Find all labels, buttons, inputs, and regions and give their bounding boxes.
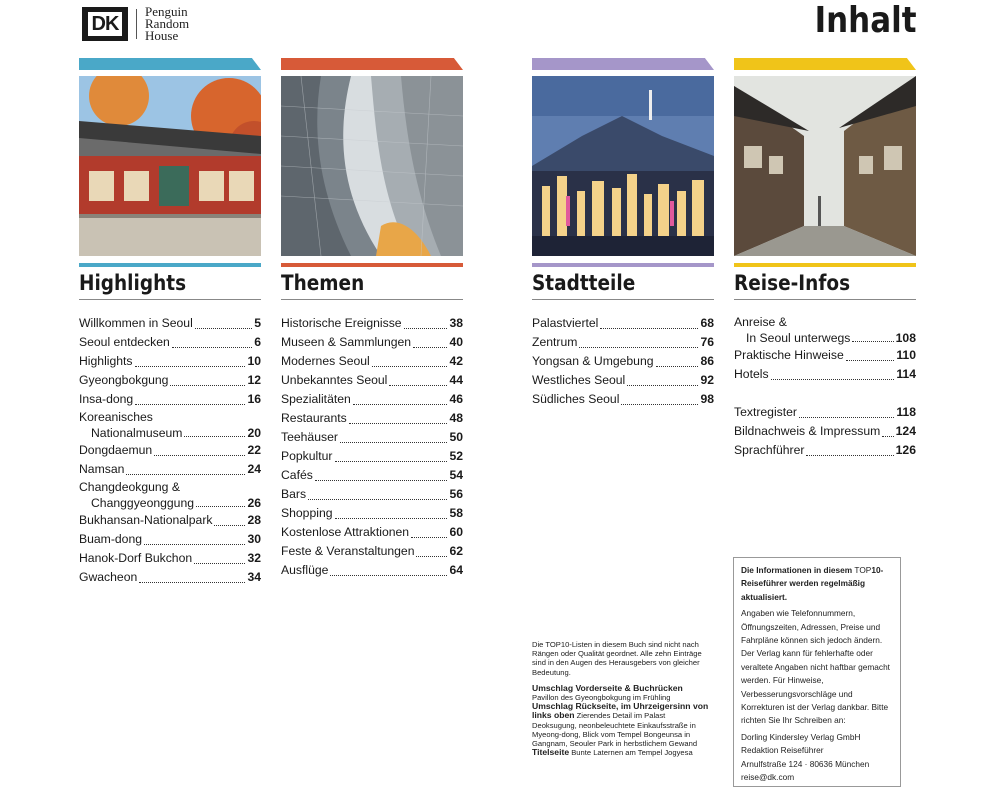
toc-page-number: 56: [449, 487, 463, 501]
toc-entry[interactable]: [532, 352, 714, 371]
toc-entry[interactable]: [79, 549, 261, 568]
leader-dots: [154, 455, 245, 456]
toc-entry-title: Museen & Sammlungen: [281, 335, 412, 349]
leader-dots: [135, 404, 245, 405]
section-heading: Themen: [281, 271, 365, 295]
toc-page-number: 50: [449, 430, 463, 444]
toc-entry[interactable]: [281, 561, 463, 580]
toc-entry[interactable]: [281, 333, 463, 352]
toc-entry-title: Highlights: [79, 354, 133, 368]
leader-dots: [353, 404, 448, 405]
heading-rule: [281, 299, 463, 300]
architecture-photo: [281, 76, 463, 256]
leader-dots: [882, 436, 893, 437]
leader-dots: [771, 379, 895, 380]
toc-page-number: 76: [700, 335, 714, 349]
toc-page-number: 10: [247, 354, 261, 368]
toc-page-number: 52: [449, 449, 463, 463]
toc-entry[interactable]: [281, 542, 463, 561]
publisher-logo: [82, 6, 189, 42]
toc-entry[interactable]: [281, 523, 463, 542]
toc-page-number: 118: [896, 405, 916, 419]
cover-credits: Umschlag Vorderseite & Buchrücken Pavillon des Gyeongbokgung im Frühling Umschlag Rückseite, im Uhrzeigersinn von links oben Zierendes Detail im Palast Deoksugung, neonbeleuchtete Einkaufsstraße in Myeong-dong, Blick vom Tempel Bongeunsa in Gangnam, Seouler Park in herbstlichem Gewand Titelseite Bunte Laternen am Tempel Jogyesa: [532, 682, 709, 758]
color-tab: [532, 58, 714, 70]
info-body: Angaben wie Telefonnummern, Öffnungszeiten, Adressen, Preise und Fahrpläne können sich jedoch ändern. Der Verlag kann für fehlerhafte oder veraltete Angaben nicht haftbar gemacht werden. Für Hinweise, Verbesserungsvorschläge und Korrekturen ist der Verlag dankbar. Bitte richten Sie Ihr Schreiben an:: [741, 608, 890, 726]
toc-entry-title: Restaurants: [281, 411, 347, 425]
leader-dots: [126, 474, 245, 475]
toc-entry-title: Anreise &: [734, 315, 787, 329]
toc-entry-title: Westliches Seoul: [532, 373, 626, 387]
toc-page-number: 30: [247, 532, 261, 546]
toc-page-number: 6: [254, 335, 261, 349]
leader-dots: [139, 582, 245, 583]
leader-dots: [135, 366, 246, 367]
leader-dots: [627, 385, 698, 386]
toc-entry-title-cont: Changgyeonggung: [91, 496, 195, 510]
toc-page-number: 20: [247, 426, 261, 440]
toc-page-number: 16: [247, 392, 261, 406]
toc-page-number: 26: [247, 496, 261, 510]
skyline-photo: [532, 76, 714, 256]
leader-dots: [330, 575, 447, 576]
leader-dots: [416, 556, 447, 557]
leader-dots: [404, 328, 448, 329]
toc-entry[interactable]: [79, 460, 261, 479]
toc-entry[interactable]: [281, 485, 463, 504]
publisher-name: Penguin Random House: [145, 4, 190, 43]
toc-entry[interactable]: [281, 390, 463, 409]
section-heading: Reise-Infos: [734, 271, 851, 295]
toc-entry[interactable]: [532, 371, 714, 390]
color-tab: [79, 58, 261, 70]
toc-entry[interactable]: [281, 504, 463, 523]
toc-entry[interactable]: [79, 441, 261, 460]
toc-entry[interactable]: [532, 314, 714, 333]
leader-dots: [194, 563, 245, 564]
toc-entry[interactable]: [79, 530, 261, 549]
toc-entry-title: Unbekanntes Seoul: [281, 373, 388, 387]
toc-entry-title: Gwacheon: [79, 570, 138, 584]
toc-entry-title: Koreanisches: [79, 410, 153, 424]
toc-entry[interactable]: [281, 371, 463, 390]
leader-dots: [349, 423, 448, 424]
leader-dots: [144, 544, 245, 545]
heading-rule: [532, 299, 714, 300]
toc-entry-title: Südliches Seoul: [532, 392, 620, 406]
toc-page-number: 108: [895, 331, 916, 345]
toc-page-number: 124: [895, 424, 916, 438]
toc-entry-title: Textregister: [734, 405, 797, 419]
toc-entry-title: Hotels: [734, 367, 769, 381]
toc-column-themen: [281, 58, 463, 580]
leader-dots: [411, 537, 447, 538]
dk-logo-mark: DK: [82, 7, 128, 41]
toc-entry[interactable]: [79, 479, 261, 511]
toc-entry[interactable]: [79, 568, 261, 587]
toc-entry-title: Insa-dong: [79, 392, 134, 406]
logo-divider: [136, 9, 137, 39]
leader-dots: [170, 385, 245, 386]
toc-page-number: 110: [896, 348, 916, 362]
toc-entry-title: Kostenlose Attraktionen: [281, 525, 410, 539]
page-title: Inhalt: [814, 0, 916, 41]
toc-page-number: 86: [700, 354, 714, 368]
leader-dots: [621, 404, 698, 405]
toc-page-number: 40: [449, 335, 463, 349]
toc-entry-title: Teehäuser: [281, 430, 338, 444]
toc-column-stadtteile: [532, 58, 714, 409]
toc-entry-title: Historische Ereignisse: [281, 316, 402, 330]
toc-page-number: 54: [449, 468, 463, 482]
leader-dots: [340, 442, 448, 443]
toc-entry-title: Palastviertel: [532, 316, 599, 330]
leader-dots: [335, 518, 448, 519]
leader-dots: [172, 347, 252, 348]
leader-dots: [214, 525, 245, 526]
toc-page-number: 24: [247, 462, 261, 476]
publisher-address: Dorling Kindersley Verlag GmbH Redaktion Reiseführer Arnulfstraße 124 · 80636 München reise@dk.com: [741, 731, 893, 785]
leader-dots: [196, 506, 245, 507]
toc-entry-title: Yongsan & Umgebung: [532, 354, 654, 368]
toc-entry[interactable]: [734, 403, 916, 422]
toc-entry-title: Seoul entdecken: [79, 335, 170, 349]
toc-entry-title: Willkommen in Seoul: [79, 316, 193, 330]
heading-rule: [79, 299, 261, 300]
color-bar: [734, 263, 916, 267]
toc-column-reise-infos: [734, 58, 916, 460]
toc-entry[interactable]: [281, 352, 463, 371]
toc-page-number: 46: [449, 392, 463, 406]
toc-entry-title-cont: In Seoul unterwegs: [746, 331, 851, 345]
toc-page-number: 60: [449, 525, 463, 539]
toc-entry-title: Dongdaemun: [79, 443, 153, 457]
toc-page-number: 62: [449, 544, 463, 558]
toc-entry[interactable]: [79, 352, 261, 371]
toc-entry-title: Zentrum: [532, 335, 578, 349]
leader-dots: [846, 360, 895, 361]
toc-list: [734, 314, 916, 460]
credits-notes: [532, 640, 710, 764]
toc-entry-title: Hanok-Dorf Bukchon: [79, 551, 193, 565]
section-heading: Stadtteile: [532, 271, 636, 295]
toc-entry-title: Gyeongbokgung: [79, 373, 169, 387]
update-info-box: [733, 557, 901, 787]
toc-entry[interactable]: [281, 409, 463, 428]
leader-dots: [195, 328, 252, 329]
color-tab: [734, 58, 916, 70]
toc-entry[interactable]: [281, 428, 463, 447]
toc-entry[interactable]: [734, 314, 916, 346]
toc-page-number: 48: [449, 411, 463, 425]
toc-entry[interactable]: [734, 365, 916, 384]
leader-dots: [335, 461, 448, 462]
toc-entry-title: Ausflüge: [281, 563, 329, 577]
toc-entry[interactable]: [532, 390, 714, 409]
toc-page-number: 98: [700, 392, 714, 406]
leader-dots: [372, 366, 448, 367]
color-bar: [79, 263, 261, 267]
toc-entry[interactable]: [79, 390, 261, 409]
leader-dots: [308, 499, 447, 500]
toc-page-number: 92: [700, 373, 714, 387]
toc-page-number: 64: [449, 563, 463, 577]
toc-entry[interactable]: [79, 511, 261, 530]
contact-email[interactable]: reise@dk.com: [741, 772, 795, 783]
toc-list: [79, 314, 261, 587]
toc-entry-title: Feste & Veranstaltungen: [281, 544, 415, 558]
toc-list: [281, 314, 463, 580]
toc-entry[interactable]: [281, 314, 463, 333]
toc-page-number: 12: [247, 373, 261, 387]
toc-entry-title: Cafés: [281, 468, 313, 482]
leader-dots: [413, 347, 447, 348]
toc-list: [532, 314, 714, 409]
toc-entry-title: Modernes Seoul: [281, 354, 370, 368]
leader-dots: [799, 417, 894, 418]
info-intro: Die Informationen in diesem TOP10-Reiseführer werden regelmäßig aktualisiert.: [741, 565, 884, 602]
heading-rule: [734, 299, 916, 300]
toc-entry[interactable]: [281, 466, 463, 485]
leader-dots: [656, 366, 699, 367]
toc-entry[interactable]: [734, 441, 916, 460]
toc-entry-title: Spezialitäten: [281, 392, 351, 406]
leader-dots: [600, 328, 698, 329]
toc-entry-title: Praktische Hinweise: [734, 348, 844, 362]
toc-entry[interactable]: [734, 422, 916, 441]
toc-page-number: 22: [247, 443, 261, 457]
toc-entry-title: Bukhansan-Nationalpark: [79, 513, 213, 527]
color-tab: [281, 58, 463, 70]
toc-column-highlights: [79, 58, 261, 587]
toc-entry-title: Namsan: [79, 462, 125, 476]
toc-entry[interactable]: [532, 333, 714, 352]
toc-page-number: 58: [449, 506, 463, 520]
toc-entry[interactable]: [79, 333, 261, 352]
toc-entry-title: Bars: [281, 487, 307, 501]
color-bar: [532, 263, 714, 267]
toc-page-number: 44: [449, 373, 463, 387]
leader-dots: [806, 455, 893, 456]
toc-entry[interactable]: [281, 447, 463, 466]
toc-entry[interactable]: [79, 314, 261, 333]
ranking-note: Die TOP10-Listen in diesem Buch sind nicht nach Rängen oder Qualität geordnet. Alle zehn Einträge sind in den Augen des Herausgebers von gleicher Bedeutung.: [532, 640, 702, 677]
leader-dots: [389, 385, 447, 386]
toc-entry-title: Bildnachweis & Impressum: [734, 424, 881, 438]
leader-dots: [315, 480, 448, 481]
toc-entry-title-cont: Nationalmuseum: [91, 426, 183, 440]
toc-entry[interactable]: [79, 371, 261, 390]
toc-page-number: 114: [896, 367, 916, 381]
leader-dots: [852, 341, 893, 342]
toc-entry-title: Shopping: [281, 506, 333, 520]
color-bar: [281, 263, 463, 267]
toc-entry-title: Popkultur: [281, 449, 333, 463]
toc-entry-title: Buam-dong: [79, 532, 143, 546]
toc-page-number: 32: [247, 551, 261, 565]
toc-page-number: 28: [247, 513, 261, 527]
toc-page-number: 68: [700, 316, 714, 330]
toc-page-number: 34: [247, 570, 261, 584]
toc-page-number: 5: [254, 316, 261, 330]
street-photo: [734, 76, 916, 256]
toc-entry[interactable]: [734, 346, 916, 365]
toc-page-number: 126: [895, 443, 916, 457]
toc-page-number: 42: [449, 354, 463, 368]
palace-photo: [79, 76, 261, 256]
toc-entry-title: Changdeokgung &: [79, 480, 180, 494]
section-heading: Highlights: [79, 271, 187, 295]
toc-entry[interactable]: [79, 409, 261, 441]
toc-entry-title: Sprachführer: [734, 443, 805, 457]
leader-dots: [579, 347, 698, 348]
toc-page-number: 38: [449, 316, 463, 330]
leader-dots: [184, 436, 245, 437]
